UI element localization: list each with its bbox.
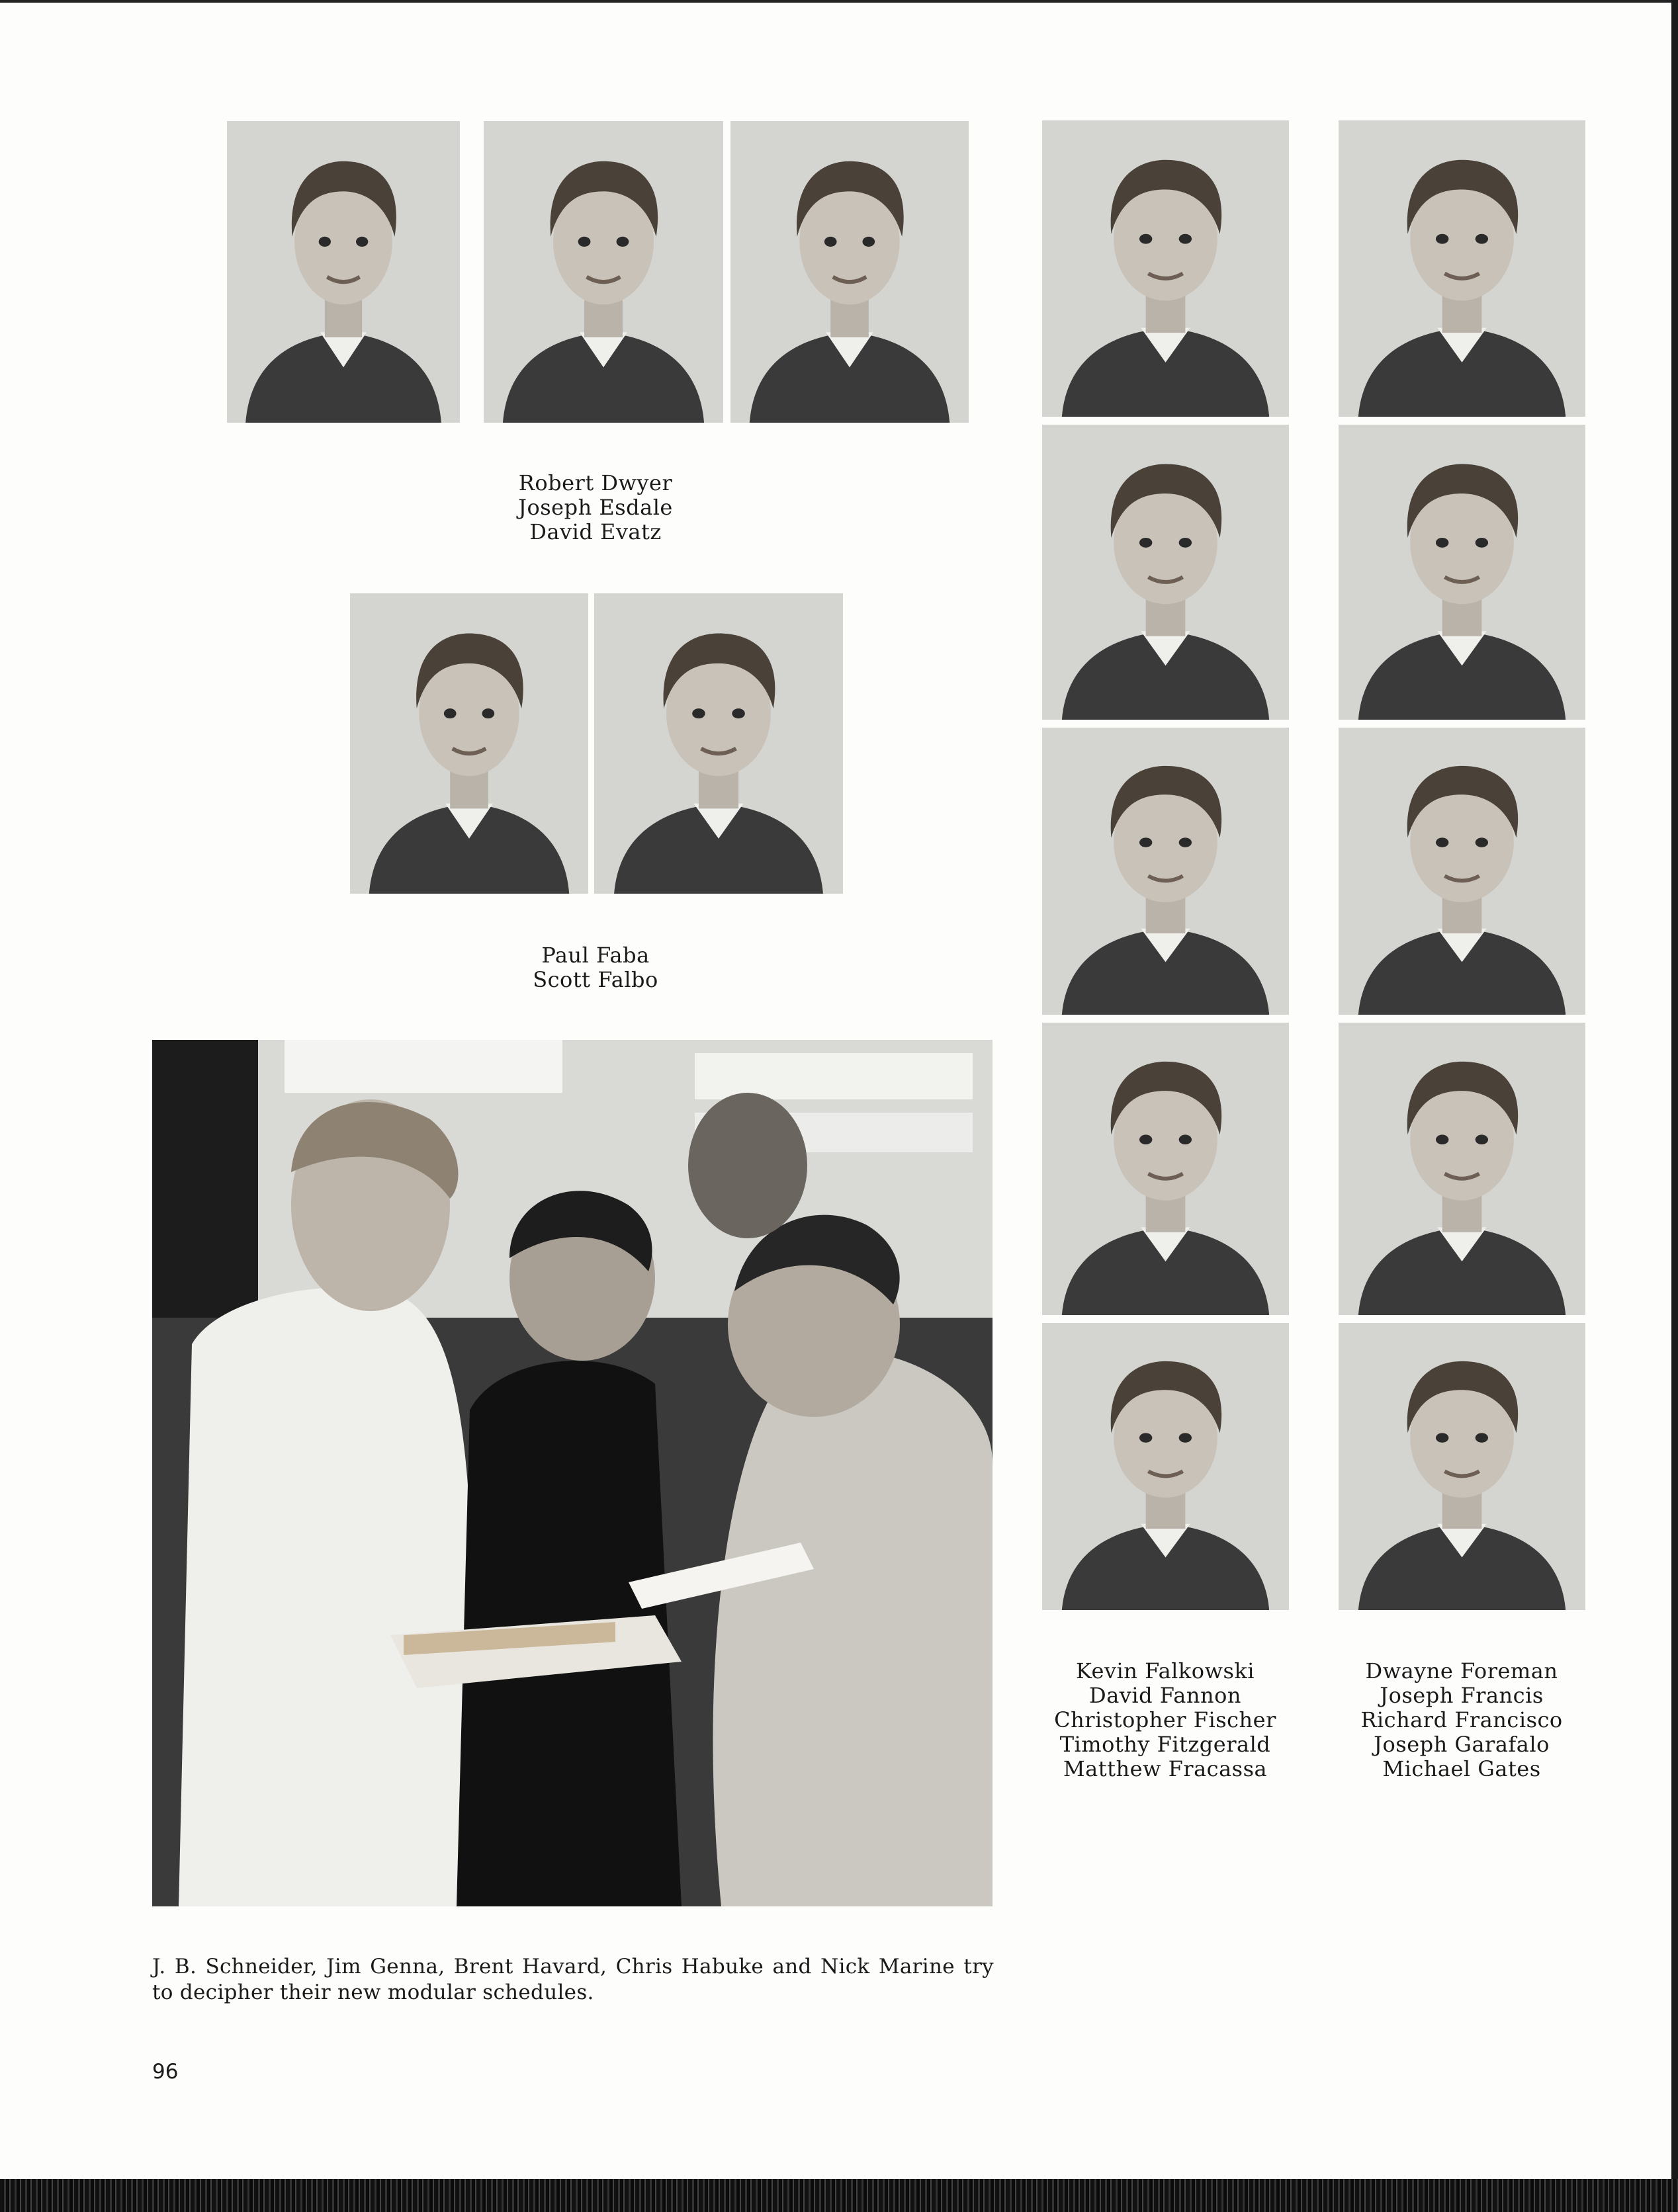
portrait-figure-icon bbox=[1042, 1023, 1289, 1315]
name-label: Richard Francisco bbox=[1360, 1707, 1563, 1732]
photo-caption: J. B. Schneider, Jim Genna, Brent Havard, Chris Habuke and Nick Marine try to decipher their new modular schedules. bbox=[152, 1955, 994, 2004]
portrait-michael-gates bbox=[1339, 1323, 1585, 1610]
portrait-figure-icon bbox=[484, 121, 723, 423]
name-label: David Evatz bbox=[529, 519, 662, 544]
page-right-border bbox=[1671, 0, 1678, 2212]
scan-bottom-strip bbox=[0, 2179, 1678, 2212]
portrait-figure-icon bbox=[1042, 425, 1289, 720]
name-label: Robert Dwyer bbox=[518, 470, 673, 495]
portrait-figure-icon bbox=[227, 121, 460, 423]
portrait-figure-icon bbox=[594, 593, 843, 894]
portrait-dwayne-foreman bbox=[1339, 120, 1585, 417]
portrait-figure-icon bbox=[350, 593, 588, 894]
name-label: Scott Falbo bbox=[533, 967, 658, 992]
portrait-joseph-francis bbox=[1339, 425, 1585, 720]
name-label: Matthew Fracassa bbox=[1063, 1756, 1268, 1781]
portrait-figure-icon bbox=[1339, 1323, 1585, 1610]
name-label: David Fannon bbox=[1089, 1683, 1241, 1708]
portrait-christopher-fischer bbox=[1042, 728, 1289, 1015]
group-photo-scene-icon bbox=[152, 1040, 993, 1906]
portrait-figure-icon bbox=[1042, 120, 1289, 417]
name-label: Michael Gates bbox=[1382, 1756, 1541, 1781]
portrait-joseph-esdale bbox=[484, 121, 723, 423]
portrait-figure-icon bbox=[1339, 425, 1585, 720]
candid-group-photo bbox=[152, 1040, 993, 1906]
portrait-kevin-falkowski bbox=[1042, 120, 1289, 417]
portrait-joseph-garafalo bbox=[1339, 1023, 1585, 1315]
portrait-figure-icon bbox=[1339, 1023, 1585, 1315]
portrait-figure-icon bbox=[1339, 728, 1585, 1015]
names-right-col1 bbox=[1033, 1659, 1298, 1781]
name-label: Joseph Francis bbox=[1380, 1683, 1544, 1708]
portrait-richard-francisco bbox=[1339, 728, 1585, 1015]
names-top-left bbox=[463, 471, 728, 544]
names-right-col2 bbox=[1329, 1659, 1594, 1781]
name-label: Dwayne Foreman bbox=[1365, 1658, 1558, 1683]
portrait-figure-icon bbox=[1042, 728, 1289, 1015]
portrait-timothy-fitzgerald bbox=[1042, 1023, 1289, 1315]
name-label: Paul Faba bbox=[541, 943, 650, 968]
portrait-paul-faba bbox=[350, 593, 588, 894]
page-number: 96 bbox=[152, 2060, 179, 2084]
name-label: Christopher Fischer bbox=[1054, 1707, 1276, 1732]
name-label: Kevin Falkowski bbox=[1075, 1658, 1255, 1683]
portrait-david-fannon bbox=[1042, 425, 1289, 720]
portrait-figure-icon bbox=[730, 121, 969, 423]
portrait-david-evatz bbox=[730, 121, 969, 423]
name-label: Joseph Esdale bbox=[518, 495, 673, 520]
portrait-figure-icon bbox=[1042, 1323, 1289, 1610]
page-top-border bbox=[0, 0, 1678, 3]
names-middle-left bbox=[463, 943, 728, 992]
portrait-robert-dwyer bbox=[227, 121, 460, 423]
name-label: Joseph Garafalo bbox=[1374, 1732, 1550, 1757]
portrait-matthew-fracassa bbox=[1042, 1323, 1289, 1610]
name-label: Timothy Fitzgerald bbox=[1059, 1732, 1271, 1757]
portrait-figure-icon bbox=[1339, 120, 1585, 417]
portrait-scott-falbo bbox=[594, 593, 843, 894]
